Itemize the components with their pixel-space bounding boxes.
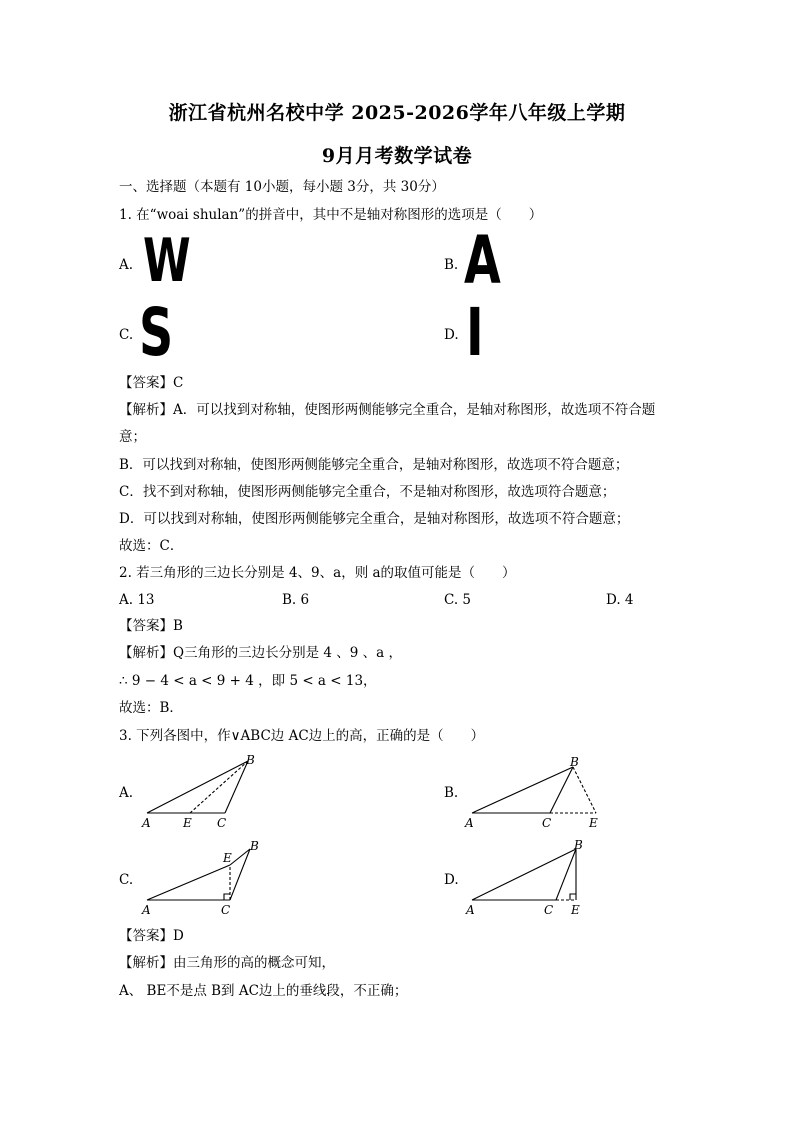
q2-analysis-line-2: ∴ 9 − 4 < a < 9 + 4 ，即 5 < a < 13， <box>119 673 377 689</box>
q3-figure-a <box>135 752 265 832</box>
q2-option-a: A. 13 <box>119 592 155 608</box>
label-a: A <box>142 903 151 917</box>
q1-analysis-line-3: B．可以找到对称轴，使图形两侧能够完全重合，是轴对称图形，故选项不符合题意； <box>119 457 629 473</box>
q3-analysis-line-2: A、 BE不是点 B到 AC边上的垂线段，不正确； <box>119 983 408 999</box>
segment-be <box>573 767 596 813</box>
q1-option-b-glyph: A <box>464 222 501 299</box>
label-c: C <box>217 816 227 830</box>
q1-analysis-line-2: 意； <box>119 429 146 445</box>
q3-figure-c <box>135 838 265 918</box>
q3-analysis-line-1: 【解析】由三角形的高的概念可知， <box>119 955 335 971</box>
side-ab <box>147 761 248 813</box>
q3-answer: 【答案】D <box>119 928 184 944</box>
right-angle-mark <box>224 894 230 900</box>
right-angle-mark <box>570 894 576 900</box>
q1-analysis-line-4: C．找不到对称轴，使图形两侧能够完全重合，不是轴对称图形，故选项符合题意； <box>119 484 616 500</box>
q3-figure-d <box>460 838 590 918</box>
page-subtitle: 9月月考数学试卷 <box>321 145 473 167</box>
label-c: C <box>544 903 554 917</box>
q1-answer: 【答案】C <box>119 375 184 391</box>
q1-analysis-line-1: 【解析】A．可以找到对称轴，使图形两侧能够完全重合，是轴对称图形，故选项不符合题 <box>119 402 656 418</box>
label-c: C <box>542 816 552 830</box>
label-c: C <box>221 903 231 917</box>
label-b: B <box>246 753 255 767</box>
question-3-stem: 3. 下列各图中，作∨ABC边 AC边上的高，正确的是（ ） <box>119 728 485 744</box>
q1-analysis-line-5: D．可以找到对称轴，使图形两侧能够完全重合，是轴对称图形，故选项不符合题意； <box>119 511 630 527</box>
q1-option-a-glyph: W <box>143 226 191 296</box>
label-e: E <box>223 851 232 865</box>
q1-option-b-label: B. <box>444 257 459 273</box>
q3-option-d-label: D. <box>444 872 459 888</box>
segment-ae <box>147 865 230 900</box>
q1-option-c-label: C. <box>119 327 134 343</box>
side-bc <box>225 761 248 813</box>
label-a: A <box>465 816 474 830</box>
q1-option-d-glyph: I <box>466 294 484 371</box>
q2-option-c: C. 5 <box>444 592 472 608</box>
q2-analysis-line-1: 【解析】Q三角形的三边长分别是 4 、9 、a ， <box>119 645 402 661</box>
q1-analysis-line-6: 故选：C． <box>119 538 184 554</box>
side-bc <box>556 849 576 900</box>
label-b: B <box>570 755 579 769</box>
label-e: E <box>183 816 192 830</box>
page-title: 浙江省杭州名校中学 2025-2026学年八年级上学期 <box>168 102 626 124</box>
q1-option-c-glyph: S <box>139 294 174 371</box>
q3-option-b-label: B. <box>444 785 459 801</box>
q1-option-d-label: D. <box>444 327 459 343</box>
label-b: B <box>250 839 259 853</box>
side-ab <box>472 849 576 900</box>
side-bc <box>550 767 573 813</box>
label-b: B <box>574 838 583 852</box>
label-e: E <box>589 816 598 830</box>
q1-option-a-label: A. <box>119 257 134 273</box>
label-a: A <box>466 903 475 917</box>
q2-option-b: B. 6 <box>282 592 310 608</box>
q2-analysis-line-3: 故选：B． <box>119 700 183 716</box>
side-ab <box>472 767 573 813</box>
q3-figure-b <box>460 752 610 832</box>
q2-option-d: D. 4 <box>606 592 634 608</box>
question-2-stem: 2. 若三角形的三边长分别是 4、9、a，则 a的取值可能是（ ） <box>119 565 516 581</box>
q2-answer: 【答案】B <box>119 618 183 634</box>
label-e: E <box>571 903 580 917</box>
q3-option-a-label: A. <box>119 785 134 801</box>
q3-option-c-label: C. <box>119 872 134 888</box>
label-a: A <box>142 816 151 830</box>
section-heading: 一、选择题（本题有 10小题，每小题 3分，共 30分） <box>119 179 445 195</box>
question-1-stem: 1. 在“woai shulan”的拼音中，其中不是轴对称图形的选项是（ ） <box>119 207 543 223</box>
